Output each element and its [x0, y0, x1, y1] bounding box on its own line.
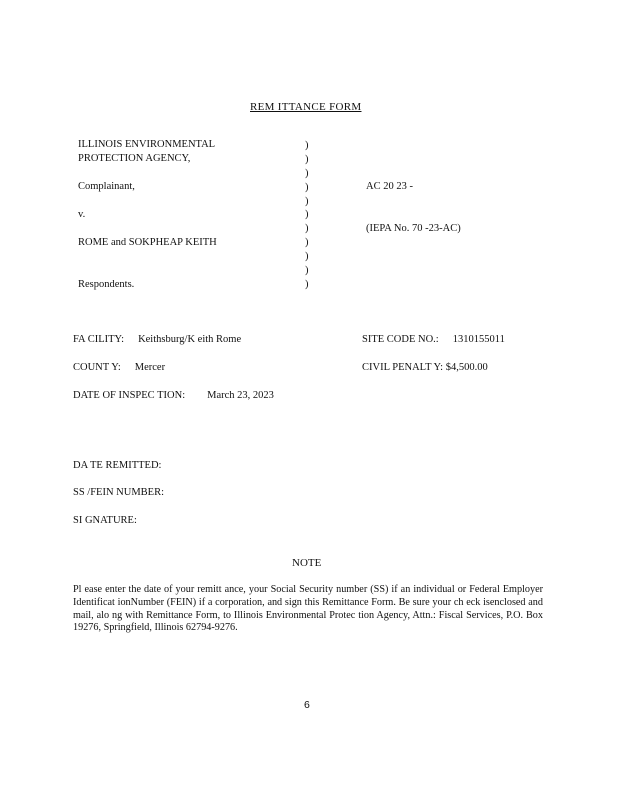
civil-penalty-row	[362, 362, 488, 373]
paren: )	[305, 278, 309, 290]
caption-parenthesis-column	[305, 139, 309, 292]
facility-value: Keithsburg/K eith Rome	[138, 334, 242, 345]
versus-label: v.	[78, 209, 86, 220]
paren: )	[305, 265, 309, 277]
respondent-names: ROME and SOKPHEAP KEITH	[78, 237, 217, 248]
facility-row	[73, 334, 241, 345]
county-row	[73, 362, 165, 373]
civil-penalty-label: CIVIL PENALT Y:	[362, 362, 444, 373]
paren: )	[305, 209, 309, 221]
complainant-label: Complainant,	[78, 181, 135, 192]
signature-label: SI GNATURE:	[73, 515, 137, 526]
form-title: REM ITTANCE FORM	[250, 101, 362, 113]
paren: )	[305, 195, 309, 207]
county-value: Mercer	[134, 362, 166, 373]
paren: )	[305, 153, 309, 165]
paren: )	[305, 181, 309, 193]
paren: )	[305, 237, 309, 249]
inspection-date-value: March 23, 2023	[207, 390, 274, 401]
note-body: Pl ease enter the date of your remitt ance, your Social Security number (SS) if an individual or Federal Employer Identificat ionNumber (FEIN) if a corporation, and sign this Remittance Form. Be sure your ch eck isenclosed and mail, alo ng with Remittance Form, to Illinois Environmental Protec tion Agency, Attn.: Fiscal Services, P.O. Box 19276, Springfield, Illinois 62794-9276.	[73, 584, 543, 634]
inspection-date-label: DATE OF INSPEC TION:	[73, 390, 186, 401]
civil-penalty-value: $4,500.00	[445, 362, 488, 373]
ss-fein-label: SS /FEIN NUMBER:	[73, 487, 165, 498]
date-remitted-label: DA TE REMITTED:	[73, 460, 162, 471]
paren: )	[305, 140, 309, 151]
paren: )	[305, 251, 309, 263]
inspection-date-row	[73, 390, 274, 401]
site-code-label: SITE CODE NO.:	[362, 334, 439, 345]
site-code-value: 1310155011	[452, 334, 505, 345]
site-code-row	[362, 334, 505, 345]
note-title: NOTE	[292, 557, 322, 569]
complainant-name-line1: ILLINOIS ENVIRONMENTAL	[78, 139, 216, 150]
respondents-label: Respondents.	[78, 279, 135, 290]
facility-label: FA CILITY:	[73, 334, 125, 345]
complainant-name-line2: PROTECTION AGENCY,	[78, 153, 191, 164]
county-label: COUNT Y:	[73, 362, 121, 373]
iepa-number: (IEPA No. 70 -23-AC)	[366, 223, 461, 234]
case-number: AC 20 23 -	[366, 181, 413, 192]
paren: )	[305, 167, 309, 179]
page-number: 6	[304, 699, 310, 711]
paren: )	[305, 223, 309, 235]
